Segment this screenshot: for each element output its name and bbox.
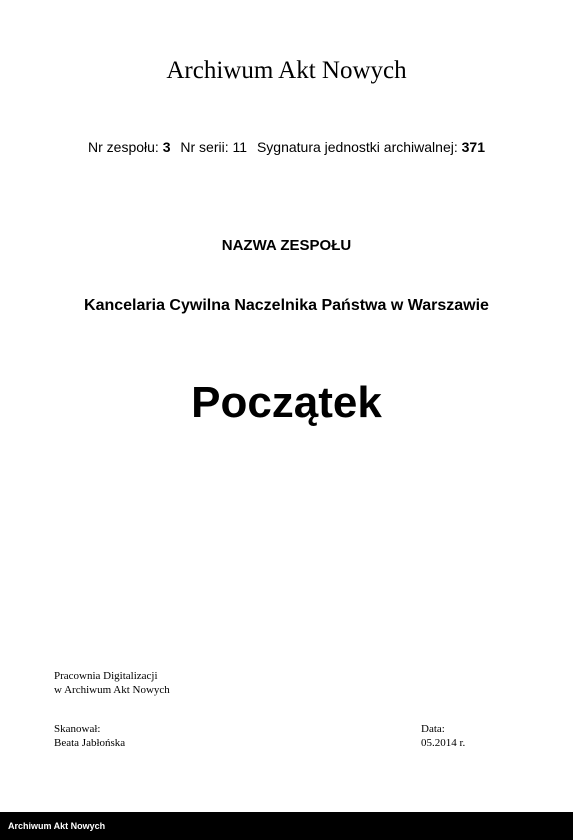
- fonds-number-value: 3: [162, 139, 171, 155]
- footer-label: Archiwum Akt Nowych: [8, 821, 106, 831]
- main-title: Początek: [191, 378, 382, 427]
- fonds-number-label: Nr zespołu:: [88, 139, 159, 155]
- date-label: Data:: [421, 723, 445, 735]
- fonds-name: Kancelaria Cywilna Naczelnika Państwa w Warszawie: [84, 297, 489, 314]
- series-number-label: Nr serii:: [180, 139, 229, 155]
- lab-line-2: w Archiwum Akt Nowych: [54, 684, 170, 696]
- scanned-by-block: [54, 722, 125, 750]
- digitization-lab-block: [54, 669, 170, 697]
- series-number-value: 11: [232, 139, 248, 155]
- date-block: [421, 722, 465, 750]
- signature-value: 371: [461, 139, 485, 155]
- reference-line: [0, 138, 573, 156]
- fonds-heading: NAZWA ZESPOŁU: [221, 237, 352, 254]
- footer-bar: [0, 812, 573, 840]
- scanned-by-value: Beata Jabłońska: [54, 737, 126, 749]
- signature-label: Sygnatura jednostki archiwalnej:: [256, 139, 458, 155]
- date-value: 05.2014 r.: [421, 737, 466, 749]
- lab-line-1: Pracownia Digitalizacji: [54, 670, 158, 682]
- archive-title: Archiwum Akt Nowych: [166, 57, 407, 84]
- scanned-by-label: Skanował:: [54, 723, 101, 735]
